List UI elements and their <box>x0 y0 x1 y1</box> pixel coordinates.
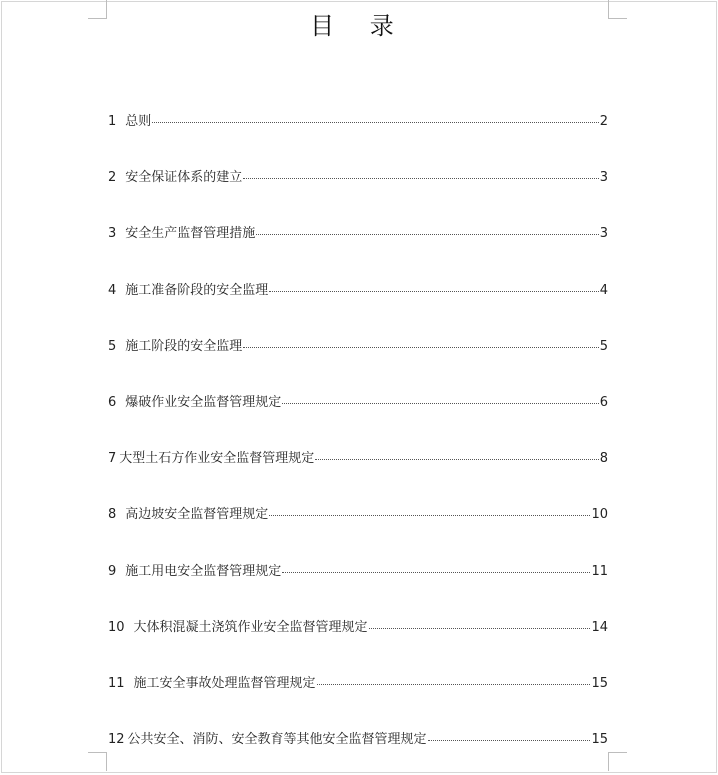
toc-entry[interactable] <box>108 166 608 222</box>
toc-entry[interactable] <box>108 222 608 278</box>
toc-entry-title: 大体积混凝土浇筑作业安全监督管理规定 <box>133 619 368 635</box>
toc-entry-number: 12 <box>108 732 125 748</box>
toc-entry-title: 总则 <box>125 114 152 129</box>
margin-corner-mark <box>88 752 107 771</box>
toc-entry-number: 3 <box>108 226 117 242</box>
toc-dot-leader <box>243 347 598 348</box>
toc-dot-leader <box>317 684 591 685</box>
toc-dot-leader <box>152 122 598 123</box>
toc-dot-leader <box>269 291 598 292</box>
margin-corner-mark <box>608 752 627 771</box>
toc-dot-leader <box>282 403 598 404</box>
toc-entry-title: 施工用电安全监督管理规定 <box>125 563 282 579</box>
toc-entry-number: 4 <box>108 282 117 298</box>
toc-entry[interactable] <box>108 447 608 503</box>
toc-entry-title: 安全保证体系的建立 <box>125 170 243 186</box>
toc-entry-title: 安全生产监督管理措施 <box>125 226 256 242</box>
toc-dot-leader <box>256 234 598 235</box>
toc-entry-page: 3 <box>599 226 608 242</box>
toc-entry[interactable] <box>108 560 608 616</box>
toc-entry-number: 2 <box>108 170 117 186</box>
toc-entry-page: 2 <box>599 114 608 129</box>
toc-entry-page: 3 <box>599 170 608 186</box>
toc-entry[interactable] <box>108 503 608 559</box>
toc-entry-page: 15 <box>591 675 608 691</box>
toc-entry-page: 5 <box>599 338 608 354</box>
toc-entry-number: 6 <box>108 394 117 410</box>
toc-entry[interactable] <box>108 616 608 672</box>
toc-entry-page: 10 <box>591 507 608 523</box>
toc-dot-leader <box>428 740 591 741</box>
toc-dot-leader <box>369 628 591 629</box>
toc-entry[interactable] <box>108 279 608 335</box>
toc-entry-page: 11 <box>591 563 608 579</box>
toc-entry-title: 大型土石方作业安全监督管理规定 <box>119 451 315 467</box>
toc-entry-number: 5 <box>108 338 117 354</box>
toc-entry-page: 14 <box>591 619 608 635</box>
toc-entry-page: 4 <box>599 282 608 298</box>
toc-entry[interactable] <box>108 110 608 166</box>
toc-entry-number: 7 <box>108 451 117 467</box>
toc-entry-number: 8 <box>108 507 117 523</box>
toc-entry-title: 施工安全事故处理监督管理规定 <box>133 675 316 691</box>
toc-entry-title: 公共安全、消防、安全教育等其他安全监督管理规定 <box>127 732 427 748</box>
toc-entry[interactable] <box>108 728 608 775</box>
table-of-contents <box>108 110 608 775</box>
toc-entry-title: 施工准备阶段的安全监理 <box>125 282 269 298</box>
toc-entry-number: 9 <box>108 563 117 579</box>
toc-entry-title: 爆破作业安全监督管理规定 <box>125 394 282 410</box>
toc-entry[interactable] <box>108 672 608 728</box>
toc-dot-leader <box>243 178 598 179</box>
toc-dot-leader <box>282 572 590 573</box>
toc-entry-number: 1 <box>108 114 117 129</box>
toc-dot-leader <box>269 515 590 516</box>
toc-entry-page: 6 <box>599 394 608 410</box>
toc-entry[interactable] <box>108 391 608 447</box>
toc-entry[interactable] <box>108 335 608 391</box>
toc-entry-page: 15 <box>591 732 608 748</box>
page-title: 目 录 <box>310 12 408 40</box>
toc-entry-title: 高边坡安全监督管理规定 <box>125 507 269 523</box>
toc-entry-page: 8 <box>599 451 608 467</box>
toc-entry-number: 11 <box>108 675 125 691</box>
toc-dot-leader <box>315 459 598 460</box>
toc-entry-title: 施工阶段的安全监理 <box>125 338 243 354</box>
toc-entry-number: 10 <box>108 619 125 635</box>
